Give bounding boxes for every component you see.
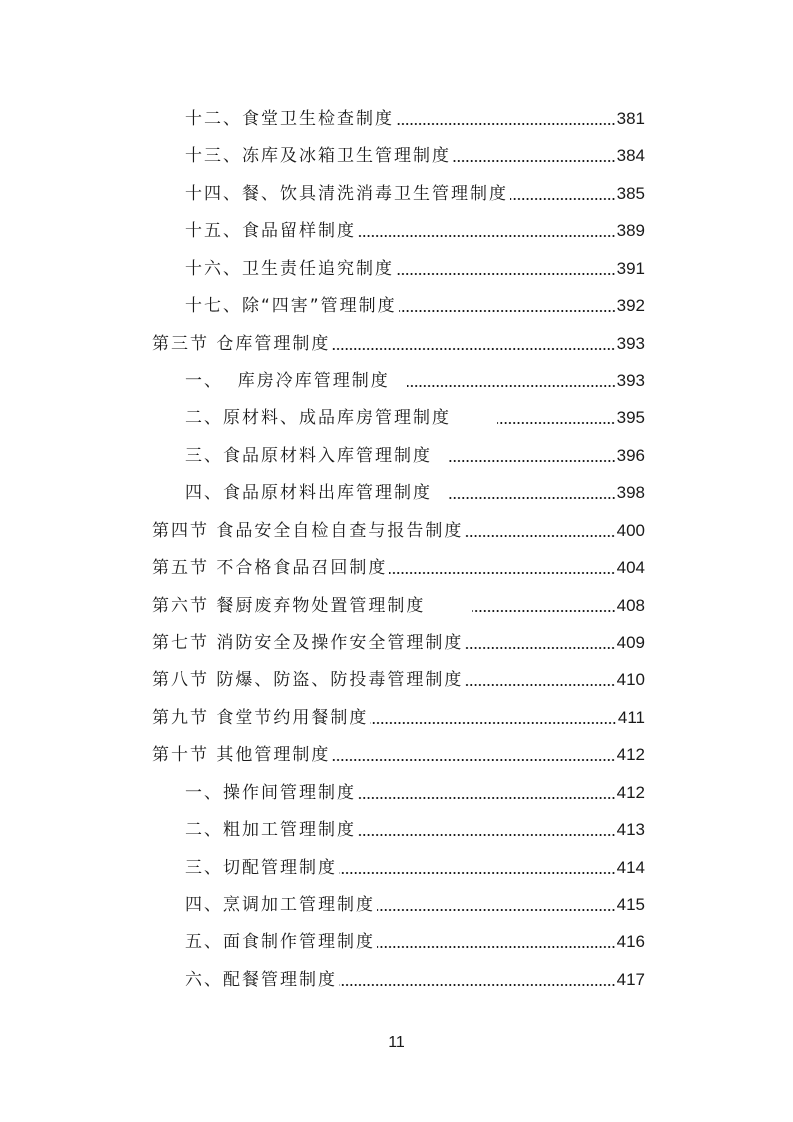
toc-entry-title: 第九节 食堂节约用餐制度	[152, 707, 369, 728]
dot-leader	[332, 347, 615, 351]
dot-leader	[358, 833, 616, 837]
dot-leader	[332, 758, 615, 762]
toc-entry-title: 一、操作间管理制度	[185, 782, 356, 803]
toc-entry-page: 415	[616, 895, 645, 915]
toc-entry-page: 385	[616, 183, 645, 203]
toc-entry[interactable]	[185, 853, 645, 883]
dot-leader	[358, 796, 616, 800]
toc-entry-page: 404	[616, 558, 645, 578]
dot-leader	[396, 272, 616, 276]
toc-entry-page: 392	[616, 296, 645, 316]
dot-leader	[510, 197, 616, 201]
toc-entry-title: 十三、冻库及冰箱卫生管理制度	[185, 146, 451, 167]
toc-entry-page: 414	[616, 857, 645, 877]
dot-leader	[449, 459, 616, 463]
dot-leader	[358, 234, 616, 238]
toc-entry[interactable]	[185, 927, 645, 957]
dot-leader	[396, 122, 616, 126]
toc-entry[interactable]	[185, 104, 645, 134]
toc-entry-page: 391	[616, 258, 645, 278]
dot-leader	[377, 945, 616, 949]
toc-entry-title: 十五、食品留样制度	[185, 221, 356, 242]
toc-entry-page: 410	[616, 670, 645, 690]
toc-entry[interactable]	[185, 254, 645, 284]
dot-leader	[465, 534, 615, 538]
toc-entry-page: 395	[616, 408, 645, 428]
toc-entry-page: 409	[616, 633, 645, 653]
dot-leader	[497, 421, 615, 425]
toc-entry[interactable]	[152, 591, 645, 621]
toc-entry-page: 412	[616, 782, 645, 802]
toc-entry-title: 第八节 防爆、防盗、防投毒管理制度	[152, 670, 464, 691]
toc-entry[interactable]	[185, 141, 645, 171]
toc-entry[interactable]	[185, 403, 645, 433]
toc-entry-title: 第七节 消防安全及操作安全管理制度	[152, 633, 464, 654]
toc-entry-page: 417	[616, 969, 645, 989]
dot-leader	[472, 609, 616, 613]
toc-entry-page: 411	[617, 707, 645, 727]
dot-leader	[449, 496, 616, 500]
toc-entry[interactable]	[185, 815, 645, 845]
toc-entry[interactable]	[152, 553, 645, 583]
toc-entry-title: 三、切配管理制度	[185, 857, 337, 878]
toc-entry-title: 四、烹调加工管理制度	[185, 895, 375, 916]
dot-leader	[465, 646, 615, 650]
toc-entry-title: 五、面食制作管理制度	[185, 932, 375, 953]
toc-entry-title: 六、配餐管理制度	[185, 969, 337, 990]
toc-entry-title: 第三节 仓库管理制度	[152, 333, 331, 354]
toc-entry[interactable]	[185, 778, 645, 808]
toc-entry-page: 413	[616, 820, 645, 840]
page-number: 11	[388, 1034, 405, 1051]
dot-leader	[339, 871, 616, 875]
toc-entry[interactable]	[152, 665, 645, 695]
dot-leader	[407, 384, 616, 388]
toc-entry[interactable]	[152, 516, 645, 546]
toc-entry-title: 第六节 餐厨废弃物处置管理制度	[152, 595, 470, 616]
toc-entry-title: 四、食品原材料出库管理制度	[185, 483, 447, 504]
toc-entry-page: 396	[616, 445, 645, 465]
toc-entry-page: 389	[616, 221, 645, 241]
dot-leader	[399, 309, 616, 313]
toc-entry-title: 十七、除“四害”管理制度	[185, 296, 397, 317]
dot-leader	[453, 159, 616, 163]
toc-entry[interactable]	[152, 329, 645, 359]
toc-entry[interactable]	[185, 366, 645, 396]
toc-entry-title: 二、原材料、成品库房管理制度	[185, 408, 496, 429]
toc-entry[interactable]	[185, 441, 645, 471]
toc-entry[interactable]	[185, 965, 645, 995]
dot-leader	[339, 983, 616, 987]
toc-entry[interactable]	[185, 291, 645, 321]
toc-entry[interactable]	[185, 890, 645, 920]
toc-entry-page: 412	[616, 745, 645, 765]
toc-entry[interactable]	[185, 216, 645, 246]
toc-entry[interactable]	[152, 628, 645, 658]
toc-entry-title: 三、食品原材料入库管理制度	[185, 445, 447, 466]
toc-entry-page: 381	[616, 109, 645, 128]
toc-entry-title: 十二、食堂卫生检查制度	[185, 109, 394, 129]
dot-leader	[377, 908, 616, 912]
toc-entry-title: 第五节 不合格食品召回制度	[152, 558, 388, 579]
toc-entry-title: 一、 库房冷库管理制度	[185, 371, 405, 391]
dot-leader	[465, 683, 615, 687]
toc-entry-title: 十六、卫生责任追究制度	[185, 258, 394, 279]
toc-entry[interactable]	[185, 478, 645, 508]
toc-entry[interactable]	[152, 703, 645, 733]
toc-entry-page: 400	[616, 520, 645, 540]
toc-entry-page: 408	[616, 595, 645, 615]
toc-entry-title: 第十节 其他管理制度	[152, 745, 331, 766]
toc-entry-page: 398	[616, 483, 645, 503]
toc-entry-page: 393	[616, 333, 645, 353]
toc-entry-title: 第四节 食品安全自检自查与报告制度	[152, 520, 464, 541]
toc-entry-page: 384	[616, 146, 645, 166]
toc-entry[interactable]	[152, 740, 645, 770]
toc-entry-page: 393	[616, 371, 645, 390]
toc-entry[interactable]	[185, 179, 645, 209]
dot-leader	[389, 571, 615, 575]
toc-entry-title: 二、粗加工管理制度	[185, 820, 356, 841]
toc-entry-page: 416	[616, 932, 645, 952]
dot-leader	[370, 721, 616, 725]
toc-entry-title: 十四、餐、饮具清洗消毒卫生管理制度	[185, 183, 508, 204]
